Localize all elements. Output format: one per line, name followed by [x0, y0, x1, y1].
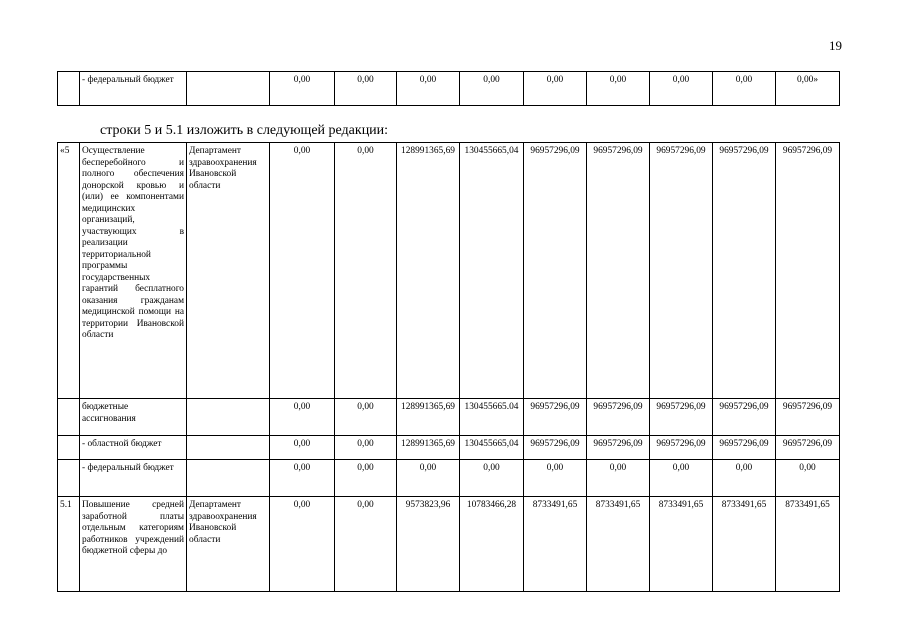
- value-cell: 128991365,69: [397, 143, 460, 399]
- value-cell: 8733491,65: [776, 497, 840, 592]
- value-cell: 0,00: [713, 72, 776, 106]
- value-cell: 0,00: [270, 460, 335, 497]
- value-cell: 0,00: [650, 72, 713, 106]
- value-cell: 0,00: [524, 460, 587, 497]
- row-code: [58, 460, 80, 497]
- value-cell: 9573823,96: [397, 497, 460, 592]
- row-executor: Департамент здравоохранения Ивановской области: [187, 143, 270, 399]
- value-cell: 0,00: [270, 436, 335, 460]
- row-code: [58, 72, 80, 106]
- value-cell: 96957296,09: [776, 436, 840, 460]
- table-row: [58, 436, 840, 460]
- value-cell: 96957296,09: [713, 399, 776, 436]
- value-cell: 96957296,09: [524, 436, 587, 460]
- value-cell: 96957296,09: [524, 399, 587, 436]
- value-cell: 0,00: [270, 72, 335, 106]
- value-cell: 96957296,09: [587, 399, 650, 436]
- row-code: [58, 436, 80, 460]
- value-cell: 0,00: [335, 399, 397, 436]
- value-cell: 96957296,09: [650, 399, 713, 436]
- value-cell: 0,00: [587, 460, 650, 497]
- value-cell: 0,00: [460, 460, 524, 497]
- row-executor: [187, 460, 270, 497]
- value-cell: 96957296,09: [524, 143, 587, 399]
- row-code: 5.1: [58, 497, 80, 592]
- value-cell: 0,00: [335, 72, 397, 106]
- value-cell: 130455665,04: [460, 143, 524, 399]
- row-name: - федеральный бюджет: [80, 460, 187, 497]
- value-cell: 0,00: [587, 72, 650, 106]
- row-name: - областной бюджет: [80, 436, 187, 460]
- value-cell: 0,00: [270, 399, 335, 436]
- value-cell: 0,00: [460, 72, 524, 106]
- value-cell: 128991365,69: [397, 436, 460, 460]
- section-heading: строки 5 и 5.1 изложить в следующей редакции:: [100, 123, 389, 138]
- value-cell: 0,00: [397, 72, 460, 106]
- value-cell: 96957296,09: [650, 436, 713, 460]
- table-row: [58, 399, 840, 436]
- row-name: Повышение средней заработной платы отдельным категориям работников учреждений бюджетной сферы до: [80, 497, 187, 592]
- value-cell: 130455665,04: [460, 436, 524, 460]
- row-name: - федеральный бюджет: [80, 72, 187, 106]
- value-cell: 0,00: [524, 72, 587, 106]
- row-name: Осуществление бесперебойного и полного обеспечения донорской кровью и (или) ее компонентами медицинских организаций, участвующих в реализации территориальной программы государственных гарантий бесплатного оказания гражданам медицинской помощи на территории Ивановской области: [80, 143, 187, 399]
- value-cell: 0,00: [397, 460, 460, 497]
- budget-table: [57, 142, 840, 592]
- value-cell: 96957296,09: [776, 143, 840, 399]
- value-cell: 96957296,09: [776, 399, 840, 436]
- value-cell: 0,00: [650, 460, 713, 497]
- page-number: 19: [829, 38, 842, 53]
- table-row: [58, 460, 840, 497]
- row-executor: [187, 399, 270, 436]
- value-cell: 130455665.04: [460, 399, 524, 436]
- table-row: [58, 72, 840, 106]
- value-cell: 0,00: [335, 143, 397, 399]
- value-cell: 96957296,09: [650, 143, 713, 399]
- value-cell: 0,00»: [776, 72, 840, 106]
- value-cell: 0,00: [335, 436, 397, 460]
- value-cell: 0,00: [335, 497, 397, 592]
- row-code: [58, 399, 80, 436]
- value-cell: 96957296,09: [713, 143, 776, 399]
- row-name: бюджетные ассигнования: [80, 399, 187, 436]
- top-table-fragment: [57, 71, 840, 106]
- row-executor: [187, 436, 270, 460]
- row-executor: Департамент здравоохранения Ивановской области: [187, 497, 270, 592]
- value-cell: 128991365,69: [397, 399, 460, 436]
- value-cell: 8733491,65: [650, 497, 713, 592]
- row-executor: [187, 72, 270, 106]
- value-cell: 96957296,09: [713, 436, 776, 460]
- value-cell: 8733491,65: [587, 497, 650, 592]
- value-cell: 10783466,28: [460, 497, 524, 592]
- table-row: [58, 143, 840, 399]
- value-cell: 0,00: [776, 460, 840, 497]
- value-cell: 0,00: [713, 460, 776, 497]
- value-cell: 0,00: [270, 143, 335, 399]
- value-cell: 0,00: [270, 497, 335, 592]
- value-cell: 96957296,09: [587, 143, 650, 399]
- value-cell: 8733491,65: [713, 497, 776, 592]
- row-code: «5: [58, 143, 80, 399]
- table-row: [58, 497, 840, 592]
- value-cell: 0,00: [335, 460, 397, 497]
- value-cell: 96957296,09: [587, 436, 650, 460]
- value-cell: 8733491,65: [524, 497, 587, 592]
